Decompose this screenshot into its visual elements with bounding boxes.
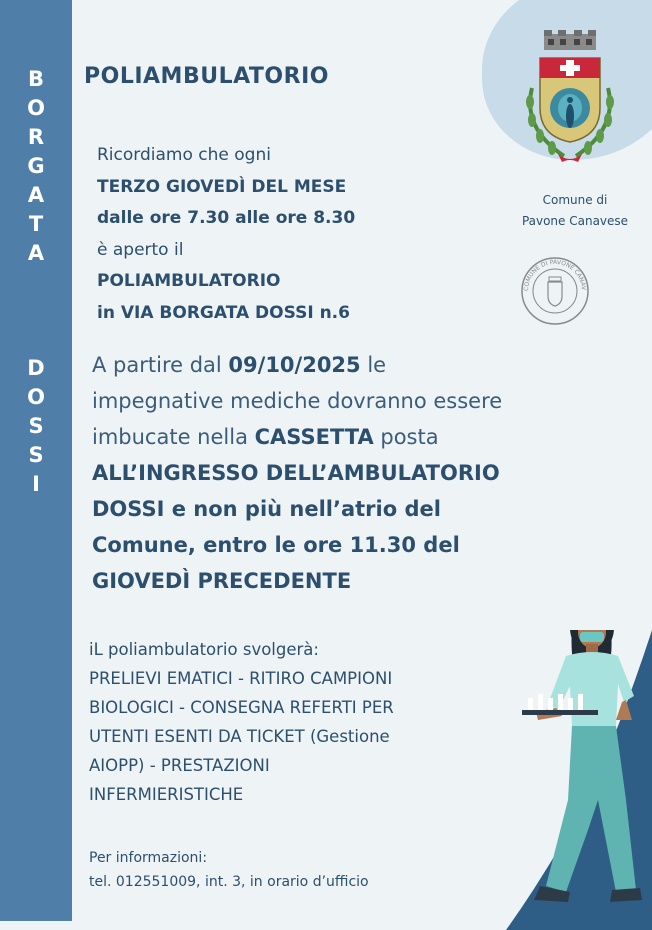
borgata-letter: A: [27, 241, 45, 265]
comune-line1: Comune di: [542, 193, 608, 207]
intro-line6: in VIA BORGATA DOSSI n.6: [97, 302, 350, 323]
borgata-letter: T: [28, 212, 44, 236]
notice-bold: DOSSI e non più nell’atrio del: [92, 497, 441, 521]
notice-bold: ALL’INGRESSO DELL’AMBULATORIO: [92, 461, 500, 485]
dossi-letter: D: [27, 356, 45, 380]
nurse-illustration-icon: [476, 630, 652, 930]
borgata-letter: O: [27, 96, 45, 120]
comune-label: [500, 190, 650, 232]
stamp-text: COMUNE DI PAVONE CANAV: [522, 258, 588, 292]
services-line1: iL poliambulatorio svolgerà:: [89, 640, 319, 659]
borgata-letter: A: [27, 183, 45, 207]
intro-line1: Ricordiamo che ogni: [97, 145, 271, 165]
services-line5: AIOPP) - PRESTAZIONI: [89, 756, 270, 775]
official-stamp-icon: [520, 256, 590, 326]
contact-block: [89, 846, 369, 894]
notice-cassetta: CASSETTA: [254, 425, 374, 449]
notice-bold: GIOVEDÌ PRECEDENTE: [92, 569, 352, 593]
notice-text: imbucate nella: [92, 425, 255, 449]
dossi-letter: S: [28, 414, 44, 438]
services-line6: INFERMIERISTICHE: [89, 785, 244, 804]
notice-block: [92, 347, 582, 599]
notice-line1: [92, 347, 582, 383]
intro-line4: è aperto il: [97, 239, 184, 260]
intro-line2: TERZO GIOVEDÌ DEL MESE: [97, 176, 347, 197]
vertical-word-dossi: [0, 354, 72, 499]
services-line2: PRELIEVI EMATICI - RITIRO CAMPIONI: [89, 669, 393, 688]
services-block: [89, 635, 489, 809]
dossi-letter: S: [28, 443, 44, 467]
borgata-letter: B: [27, 67, 44, 91]
borgata-letter: G: [27, 154, 45, 178]
intro-block: [97, 140, 355, 329]
dossi-letter: O: [27, 385, 45, 409]
intro-line3: dalle ore 7.30 alle ore 8.30: [97, 208, 356, 228]
dossi-letter: I: [32, 472, 40, 496]
notice-text: posta: [373, 425, 439, 449]
notice-line3: [92, 419, 582, 455]
notice-line5: [92, 491, 582, 527]
notice-line6: [92, 527, 582, 563]
svg-text:COMUNE DI PAVONE CANAVESE: [520, 256, 587, 291]
contact-label: Per informazioni:: [89, 850, 208, 866]
services-line4: UTENTI ESENTI DA TICKET (Gestione: [89, 727, 390, 746]
intro-line5: POLIAMBULATORIO: [97, 271, 281, 291]
notice-line4: [92, 455, 582, 491]
services-line3: BIOLOGICI - CONSEGNA REFERTI PER: [89, 698, 394, 717]
vertical-word-borgata: [0, 65, 72, 268]
borgata-letter: R: [27, 125, 45, 149]
notice-text: le: [360, 353, 387, 377]
coat-of-arms-icon: [518, 28, 622, 168]
notice-line2: impegnative mediche dovranno essere: [92, 389, 503, 413]
page-title: POLIAMBULATORIO: [84, 64, 329, 89]
comune-line2: Pavone Canavese: [521, 214, 629, 228]
notice-date: 09/10/2025: [228, 353, 361, 377]
notice-text: A partire dal: [92, 353, 229, 377]
contact-phone: tel. 012551009, int. 3, in orario d’ufficio: [89, 874, 369, 890]
notice-line7: [92, 563, 582, 599]
notice-bold: Comune, entro le ore 11.30 del: [92, 533, 460, 557]
